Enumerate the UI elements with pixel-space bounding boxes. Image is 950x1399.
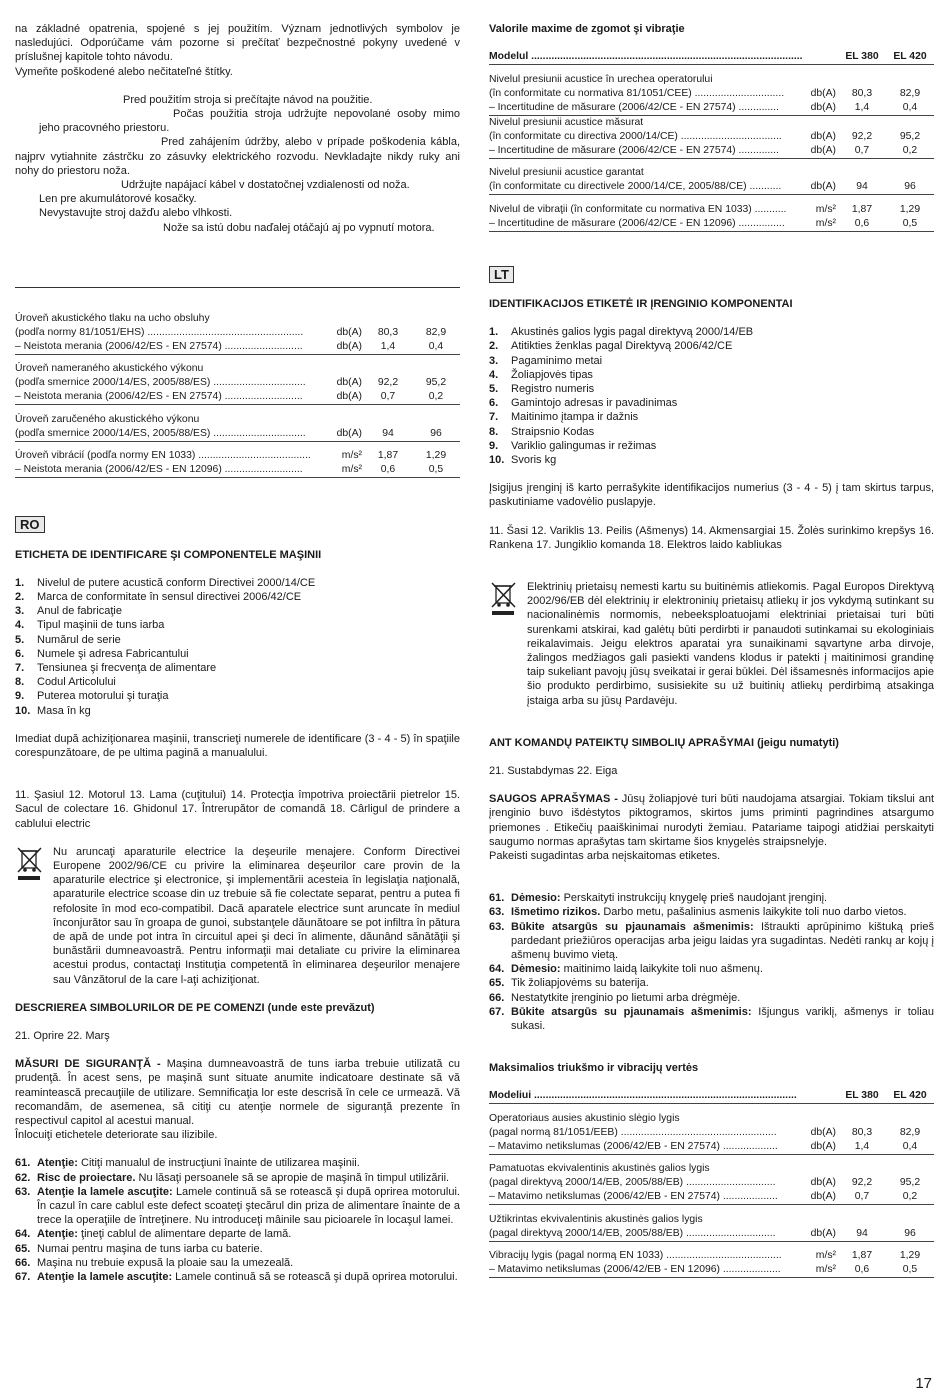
row-label: – Matavimo netikslumas (2006/42/EB - EN 27574) ................... — [489, 1190, 808, 1205]
row-label: – Incertitudine de măsurare (2006/42/CE - EN 27574) .............. — [489, 101, 808, 116]
list-item: 61. Atenţie: Citiţi manualul de instrucţiuni înainte de utilizarea maşinii. — [15, 1157, 360, 1170]
list-item: 5. Numărul de serie — [15, 633, 121, 646]
list-item: 5. Registro numeris — [489, 382, 595, 395]
list-item: 65. Tik žoliapjovėms su baterija. — [489, 977, 649, 990]
lt-weee-block — [489, 580, 934, 708]
value-el380: 80,3 — [851, 1126, 873, 1138]
lt-vibration-title: Maksimalios triukšmo ir vibracijų vertės — [489, 1062, 699, 1075]
lt-command-symbols: 21. Sustabdymas 22. Eiga — [489, 764, 618, 777]
row-label: – Matavimo netikslumas (2006/42/EB - EN 27574) ................... — [489, 1140, 808, 1155]
row-label: Operatoriaus ausies akustinio slėgio lygis — [489, 1112, 680, 1124]
unit: db(A) — [808, 101, 838, 116]
sk-replace-note: Vymeňte poškodené alebo nečitateľné štítky. — [15, 65, 233, 78]
unit: db(A) — [334, 427, 364, 442]
value-el380: 1,87 — [851, 1250, 873, 1262]
value-el380: 1,4 — [838, 1140, 886, 1155]
value-el420: 95,2 — [899, 130, 921, 142]
list-item: 9. Variklio galingumas ir režimas — [489, 439, 657, 452]
lt-id-note: Įsigijus įrenginį iš karto perrašykite identifikacijos numerius (3 - 4 - 5) į tam skirtus tarpus, paskutiniame vadovėlio puslapyje. — [489, 482, 934, 509]
row-label: (pagal direktyvą 2000/14/EB, 2005/88/EB) ............................... — [489, 1227, 808, 1242]
unit: db(A) — [810, 130, 836, 142]
list-item: 3. Anul de fabricaţie — [15, 605, 122, 618]
unit: db(A) — [810, 1177, 836, 1189]
crossed-bin-icon — [15, 845, 45, 881]
list-item: 61. Dėmesio: Perskaityti instrukcijų knygelę prieš naudojant įrenginį. — [489, 892, 828, 905]
list-item: 62. Risc de proiectare. Nu lăsaţi persoanele să se apropie de maşină în timpul utilizării. — [15, 1171, 450, 1184]
unit: m/s² — [815, 1250, 836, 1262]
row-label: (pagal direktyvą 2000/14/EB, 2005/88/EB) ............................... — [489, 1177, 776, 1189]
value-el420: 82,9 — [899, 87, 921, 99]
row-label: (în conformitate cu directiva 2000/14/CE) ................................... — [489, 130, 782, 142]
value-el420: 0,4 — [412, 340, 460, 355]
row-label: (podľa normy 81/1051/EHS) ...................................................... — [15, 326, 304, 338]
value-el380: 80,3 — [851, 87, 873, 99]
unit: db(A) — [334, 390, 364, 405]
list-item: 7. Maitinimo įtampa ir dažnis — [489, 411, 639, 424]
unit: m/s² — [815, 203, 836, 215]
column-header-el420: EL 420 — [886, 50, 934, 65]
value-el420: 0,2 — [412, 390, 460, 405]
sk-symbol-text-5: Len pre akumulátorové kosačky. — [39, 193, 197, 206]
value-el420: 0,5 — [886, 1263, 934, 1278]
list-item: 9. Puterea motorului şi turaţia — [15, 690, 169, 703]
list-item: 4. Žoliapjovės tipas — [489, 368, 593, 381]
ro-symbol-list — [15, 1156, 460, 1284]
value-el380: 0,6 — [364, 463, 412, 478]
sk-symbol-text-7: Nože sa istú dobu naďalej otáčajú aj po vypnutí motora. — [163, 221, 435, 234]
row-label: – Incertitudine de măsurare (2006/42/CE - EN 27574) .............. — [489, 144, 808, 159]
value-el380: 94 — [838, 1227, 886, 1242]
ro-id-note: Imediat după achiziţionarea maşinii, transcrieţi numerele de identificare (3 - 4 - 5) în spaţiile corespunzătoare, de pe ultima pagină a manualului. — [15, 732, 460, 759]
row-label: – Matavimo netikslumas (2006/42/EB - EN 12096) .................... — [489, 1263, 808, 1278]
value-el380: 92,2 — [851, 130, 873, 142]
sk-symbol-text-3: Pred zahájením údržby, alebo v prípade poškodenia kábla, najprv vytiahnite zástrčku zo zásuvky elektrického rozvodu. Nevkladajte nikdy ruky ani nohy do priestoru noža. — [15, 136, 460, 177]
value-el380: 1,87 — [851, 203, 873, 215]
row-label: Úroveň akustického tlaku na ucho obsluhy — [15, 312, 210, 324]
row-label: – Neistota merania (2006/42/ES - EN 27574) ........................... — [15, 340, 334, 355]
list-item: 1. Akustinės galios lygis pagal direktyvą 2000/14/EB — [489, 326, 754, 339]
value-el380: 94 — [838, 180, 886, 195]
unit: db(A) — [810, 1126, 836, 1138]
language-badge-lt: LT — [489, 266, 514, 283]
list-item: 67. Atenţie la lamele ascuţite: Lamele continuă să se rotească şi după oprirea motorului. — [15, 1271, 458, 1284]
list-item: 64. Atenţie: ţineţi cablul de alimentare departe de lamă. — [15, 1228, 292, 1241]
ro-section-title: ETICHETA DE IDENTIFICARE ŞI COMPONENTELE MAŞINII — [15, 548, 322, 561]
row-label: Nivelul presiunii acustice garantat — [489, 167, 644, 179]
value-el420: 0,2 — [886, 1190, 934, 1205]
lt-command-title: ANT KOMANDŲ PATEIKTŲ SIMBOLIŲ APRAŠYMAI (jeigu numatyti) — [489, 736, 839, 749]
column-header-el380: EL 380 — [838, 50, 886, 65]
row-label: (în conformitate cu directivele 2000/14/CE, 2005/88/CE) ........... — [489, 180, 808, 195]
value-el380: 92,2 — [377, 377, 399, 389]
header-label: Modelul .............................................................................................. — [489, 50, 838, 65]
sk-symbol-text-4: Udržujte napájací kábel v dostatočnej vzdialenosti od noža. — [121, 179, 410, 192]
ro-weee-text: Nu aruncaţi aparaturile electrice la deşeurile menajere. Conform Directivei Europene 2002/96/CE cu privire la eliminarea deşeurilor care provin de la aparaturile electrice şi electronice, şi implementării acesteia în legislaţia naţională, aparaturile electrice scoase din uz trebuie să fie colectate separat, pentru a putea fi refolosite în mod eco-compatibil. Dacă aparatele electrice sunt aruncate în mediul înconjurător sau în groapa de gunoi, substanţele dăunătoare se pot infiltra în pătura de apă de unde pot intra în circuitul apei şi deci în alimente, dăunând sănătăţii şi bunăstării dumneavoastră. Pentru informaţii mai detaliate cu privire la eliminarea acestui produs, contactaţi Instituţia competentă în eliminarea deşeurilor menajere sau Vânzătorul de la care l-aţi achiziţionat. — [53, 845, 460, 986]
value-el420: 0,5 — [412, 463, 460, 478]
row-label: Nivelul presiunii acustice în urechea operatorului — [489, 73, 713, 85]
value-el380: 0,7 — [838, 1190, 886, 1205]
lt-symbol-list — [489, 891, 934, 1033]
ro-parts-list: 11. Şasiul 12. Motorul 13. Lama (cuţitului) 14. Protecţia împotriva proiectării pietrelor 15. Sacul de colectare 16. Ghidonul 17. Întrerupător de comandă 18. Cârligul de prindere a cablului electric — [15, 789, 460, 830]
column-header-el420: EL 420 — [886, 1089, 934, 1104]
value-el380: 1,87 — [377, 450, 399, 462]
list-item: 10. Svoris kg — [489, 453, 557, 466]
value-el380: 0,7 — [364, 390, 412, 405]
value-el420: 0,5 — [886, 217, 934, 232]
ro-command-symbols: 21. Oprire 22. Marş — [15, 1030, 110, 1043]
ro-component-list — [15, 576, 460, 718]
lt-noise-table — [489, 1089, 934, 1278]
row-label: – Neistota merania (2006/42/ES - EN 12096) ........................... — [15, 463, 334, 478]
row-label: (podľa smernice 2000/14/ES, 2005/88/ES) ................................ — [15, 427, 334, 442]
value-el420: 95,2 — [899, 1177, 921, 1189]
value-el380: 1,4 — [364, 340, 412, 355]
value-el380: 80,3 — [377, 326, 399, 338]
value-el380: 92,2 — [851, 1177, 873, 1189]
row-label: Úroveň nameraného akustického výkonu — [15, 363, 204, 375]
row-label: Nivelul presiunii acustice măsurat — [489, 116, 644, 128]
lt-weee-text: Elektrinių prietaisų nemesti kartu su buitinėmis atliekomis. Pagal Europos Direktyvą 2002/96/EB dėl elektrinių ir elektroninių prietaisų atliekų ir jos vykdymą sutinkant su nacionalinėmis normomis, nebeeksploatuojami elektriniai prietaisai turi būti surenkami atskirai, kad galėtų būti perdirbti ir panaudoti sutinkamai su ekologiniais reikalavimais. Jeigu elektros aparatai yra sunaikinami sąvartyne arba dirvoje, žalingos medžiagos gali pasiekti vandens klodus ir patekti į maitinimosi grandinę taip sukeliant pavojų jūsų sveikatai ir gerai būklei. Dėl išsamesnės informacijos apie šio produkto perdirbimo, susisiekite su už buitinių atliekų perdirbimą atsakinga įstaiga arba su jūsų Pardavėju. — [527, 580, 934, 707]
list-item: 66. Maşina nu trebuie expusă la ploaie sau la umezeală. — [15, 1256, 294, 1269]
lt-parts-list: 11. Šasi 12. Variklis 13. Peilis (Ašmenys) 14. Akmensargiai 15. Žolės surinkimo krepšys 16. Rankena 17. Jungiklio komanda 18. Elektros laido kabliukas — [489, 524, 934, 551]
list-item: 1. Nivelul de putere acustică conform Directivei 2000/14/CE — [15, 576, 316, 589]
unit: db(A) — [808, 180, 838, 195]
unit: db(A) — [808, 1227, 838, 1242]
sk-intro: na základné opatrenia, spojené s jej použitím. Význam jednotlivých symbolov je nasledujúci. Odporúčame vám pozorne si prečítať bezpečnostné pokyny uvedené v príslušnej kapitole tohto návodu. — [15, 23, 460, 64]
unit: m/s² — [808, 217, 838, 232]
value-el420: 0,4 — [886, 1140, 934, 1155]
value-el420: 1,29 — [899, 1250, 921, 1262]
list-item: 10. Masa în kg — [15, 704, 91, 717]
value-el380: 0,6 — [838, 217, 886, 232]
row-label: (podľa smernice 2000/14/ES, 2005/88/ES) ................................ — [15, 377, 306, 389]
unit: db(A) — [336, 326, 362, 338]
row-label: Úroveň zaručeného akustického výkonu — [15, 413, 200, 425]
sk-symbol-text-6: Nevystavujte stroj dažďu alebo vlhkosti. — [39, 207, 233, 220]
value-el420: 82,9 — [425, 326, 447, 338]
value-el420: 82,9 — [899, 1126, 921, 1138]
list-item: 8. Codul Articolului — [15, 676, 116, 689]
list-item: 2. Atitikties ženklas pagal Direktyvą 2006/42/CE — [489, 340, 733, 353]
value-el380: 94 — [364, 427, 412, 442]
list-item: 67. Būkite atsargūs su pjaunamais ašmenimis: Išjungus variklį, ašmenys ir toliau sukasi. — [489, 1005, 934, 1033]
row-label: (pagal normą 81/1051/EEB) ...................................................... — [489, 1126, 777, 1138]
value-el420: 0,2 — [886, 144, 934, 159]
sk-noise-table — [15, 312, 460, 479]
unit: m/s² — [334, 463, 364, 478]
column-header-el380: EL 380 — [838, 1089, 886, 1104]
row-label: Vibracijų lygis (pagal normą EN 1033) ........................................ — [489, 1250, 782, 1262]
list-item: 64. Dėmesio: maitinimo laidą laikykite toli nuo ašmenų. — [489, 963, 763, 976]
list-item: 3. Pagaminimo metai — [489, 354, 603, 367]
list-item: 4. Tipul maşinii de tuns iarba — [15, 619, 165, 632]
language-badge-ro: RO — [15, 516, 45, 533]
row-label: – Incertitudine de măsurare (2006/42/CE - EN 12096) ................ — [489, 217, 808, 232]
list-item: 63. Atenţie la lamele ascuţite: Lamele continuă să se rotească şi după oprirea motorului. În cazul în care cablul este defect scoateţi ştecărul din priza de alimentare înainte de a trece la operaţiile de întreţinere. Nu introduceţi mâinile sau picioarele în locaşul lamei. — [15, 1185, 460, 1227]
unit: m/s² — [341, 450, 362, 462]
unit: db(A) — [808, 1140, 838, 1155]
row-label: Nivelul de vibraţii (în conformitate cu normativa EN 1033) ........... — [489, 203, 787, 215]
value-el420: 1,29 — [899, 203, 921, 215]
row-label: – Neistota merania (2006/42/ES - EN 27574) ........................... — [15, 390, 334, 405]
lt-section-title: IDENTIFIKACIJOS ETIKETĖ IR ĮRENGINIO KOMPONENTAI — [489, 297, 793, 310]
list-item: 63. Būkite atsargūs su pjaunamais ašmenimis: Ištraukti aprūpinimo kištuką prieš pardedant priežiūros operacijas arba jeigu laidas yra sugadintas. Nedėti rankų ar kojų į ašmenų buvimo vietą. — [489, 920, 934, 962]
list-item: 6. Gamintojo adresas ir pavadinimas — [489, 397, 678, 410]
unit: db(A) — [808, 144, 838, 159]
list-item: 66. Nestatytkite įrenginio po lietumi arba drėgmėje. — [489, 991, 741, 1004]
list-item: 6. Numele şi adresa Fabricantului — [15, 647, 189, 660]
list-item: 8. Straipsnio Kodas — [489, 425, 595, 438]
value-el420: 96 — [886, 180, 934, 195]
lt-safety-paragraph: SAUGOS APRAŠYMAS - Jūsų žoliapjovė turi būti naudojama atsargiai. Tokiam tikslui ant įrenginio buvo išdėstytos piktogramos, skirtos jums priminti pagrindines atsargumo priemones . Etikečių paaiškinimai nurodyti žemiau. Patariame taipogi atidžiai perskaityti saugumo normas aprašytas tam skirtame šios knygelės straipsnelyje. — [489, 793, 934, 848]
value-el420: 96 — [886, 1227, 934, 1242]
sk-symbol-text-2: Počas použitia stroja udržujte nepovolané osoby mimo jeho pracovného priestoru. — [39, 108, 460, 135]
value-el420: 96 — [412, 427, 460, 442]
header-label: Modeliui ........................................................................................... — [489, 1089, 838, 1104]
value-el420: 95,2 — [425, 377, 447, 389]
left-column — [15, 22, 460, 1284]
ro-command-title: DESCRIEREA SIMBOLURILOR DE PE COMENZI (unde este prevăzut) — [15, 1001, 375, 1014]
row-label: Pamatuotas ekvivalentinis akustinės galios lygis — [489, 1163, 710, 1175]
value-el420: 1,29 — [425, 450, 447, 462]
ro-noise-table — [489, 50, 934, 232]
list-item: 65. Numai pentru maşina de tuns iarba cu baterie. — [15, 1242, 263, 1255]
lt-replace-note: Pakeisti sugadintas arba neįskaitomas etiketes. — [489, 850, 721, 862]
crossed-bin-icon — [489, 580, 519, 616]
unit: db(A) — [810, 87, 836, 99]
ro-replace-note: Înlocuiţi etichetele deteriorate sau ilizibile. — [15, 1129, 218, 1142]
ro-weee-block — [15, 845, 460, 987]
value-el380: 0,6 — [838, 1263, 886, 1278]
value-el420: 0,4 — [886, 101, 934, 116]
unit: db(A) — [808, 1190, 838, 1205]
sk-symbol-text-1: Pred použitím stroja si prečítajte návod na použitie. — [123, 93, 373, 106]
value-el380: 1,4 — [838, 101, 886, 116]
unit: db(A) — [336, 377, 362, 389]
unit: m/s² — [808, 1263, 838, 1278]
ro-safety-paragraph: MĂSURI DE SIGURANŢĂ - Maşina dumneavoastră de tuns iarba trebuie utilizată cu prudenţă. În acest sens, pe maşină sunt situate anumite indicatoare destinate să vă reamintească precauţiile de utilizare. Semnificaţia lor este descrisă în cele ce urmează. Vă recomandăm, de asemenea, să citiţi cu atenţie normele de siguranţă prezente în respectivul capitol al acestui manual. — [15, 1058, 460, 1128]
value-el380: 0,7 — [838, 144, 886, 159]
row-label: Užtikrintas ekvivalentinis akustinės galios lygis — [489, 1213, 703, 1225]
right-column — [489, 22, 934, 1278]
list-item: 2. Marca de conformitate în sensul directivei 2006/42/CE — [15, 590, 302, 603]
row-label: Úroveň vibrácií (podľa normy EN 1033) ....................................... — [15, 450, 311, 462]
list-item: 63. Išmetimo rizikos. Darbo metu, pašalinius asmenis laikykite toli nuo darbo vietos. — [489, 906, 907, 919]
list-item: 7. Tensiunea şi frecvenţa de alimentare — [15, 661, 217, 674]
ro-vibration-title: Valorile maxime de zgomot şi vibraţie — [489, 23, 685, 35]
unit: db(A) — [334, 340, 364, 355]
row-label: (în conformitate cu normativa 81/1051/CEE) ............................... — [489, 87, 785, 99]
lt-component-list — [489, 325, 934, 467]
page-number: 17 — [915, 1375, 932, 1392]
